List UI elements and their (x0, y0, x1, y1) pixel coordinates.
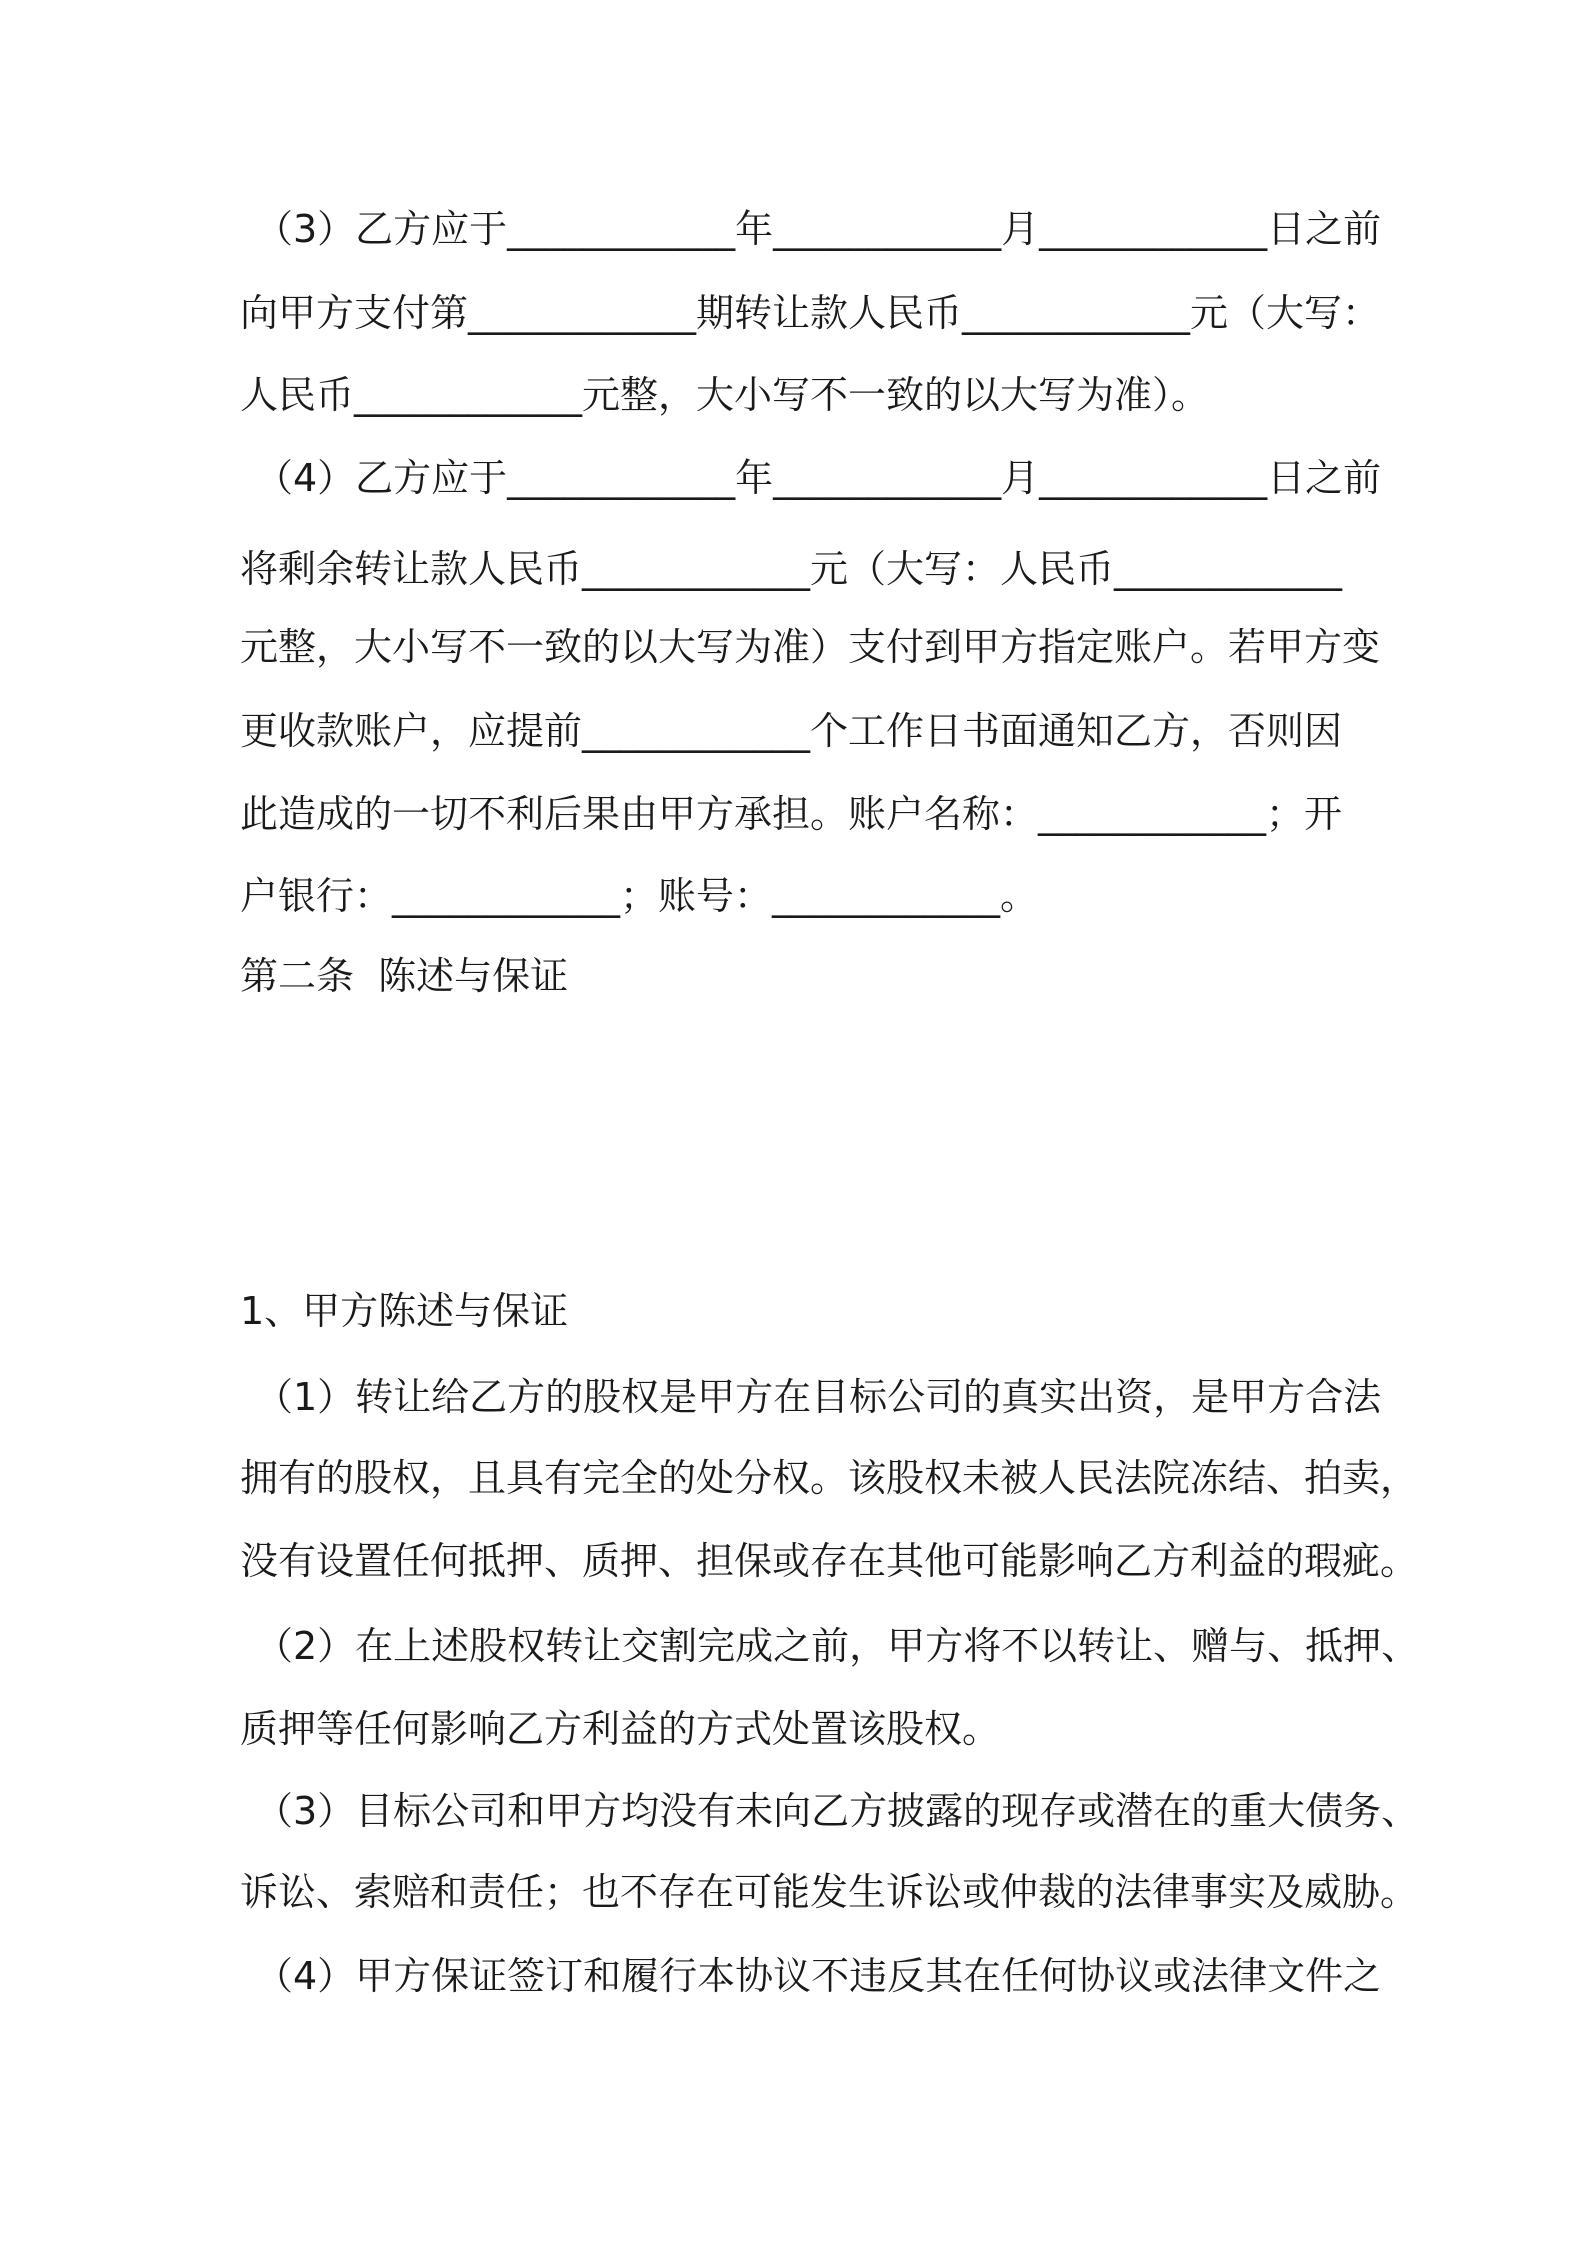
paragraph-line: 拥有的股权，且具有完全的处分权。该股权未被人民法院冻结、拍卖， (240, 1456, 1419, 1500)
paragraph-line: （3）目标公司和甲方均没有未向乙方披露的现存或潜在的重大债务、 (255, 1789, 1420, 1833)
subsection-heading: 1、甲方陈述与保证 (240, 1289, 569, 1333)
paragraph-line: 向甲方支付第____________期转让款人民币____________元（大写： (240, 291, 1381, 335)
paragraph-line: 元整，大小写不一致的以大写为准）支付到甲方指定账户。若甲方变 (240, 625, 1381, 669)
paragraph-line: （4）甲方保证签订和履行本协议不违反其在任何协议或法律文件之 (255, 1954, 1382, 1998)
paragraph-line: 将剩余转让款人民币____________元（大写：人民币____________ (240, 547, 1343, 591)
paragraph-line: 诉讼、索赔和责任；也不存在可能发生诉讼或仲裁的法律事实及威胁。 (240, 1870, 1419, 1914)
paragraph-line: 没有设置任何抵押、质押、担保或存在其他可能影响乙方利益的瑕疵。 (240, 1539, 1419, 1583)
paragraph-line: 此造成的一切不利后果由甲方承担。账户名称：____________；开 (240, 792, 1343, 836)
paragraph-line: 人民币____________元整，大小写不一致的以大写为准）。 (240, 373, 1210, 417)
section-heading: 第二条 陈述与保证 (240, 954, 569, 998)
paragraph-line: 质押等任何影响乙方利益的方式处置该股权。 (240, 1707, 1001, 1751)
paragraph-line: 户银行：____________；账号：____________。 (240, 874, 1039, 918)
paragraph-line: （3）乙方应于____________年____________月____________日之前 (255, 207, 1382, 251)
paragraph-line: （1）转让给乙方的股权是甲方在目标公司的真实出资，是甲方合法 (255, 1375, 1382, 1419)
paragraph-line: （4）乙方应于____________年____________月____________日之前 (255, 456, 1382, 500)
paragraph-line: （2）在上述股权转让交割完成之前，甲方将不以转让、赠与、抵押、 (255, 1624, 1420, 1668)
paragraph-line: 更收款账户，应提前____________个工作日书面通知乙方，否则因 (240, 709, 1343, 753)
